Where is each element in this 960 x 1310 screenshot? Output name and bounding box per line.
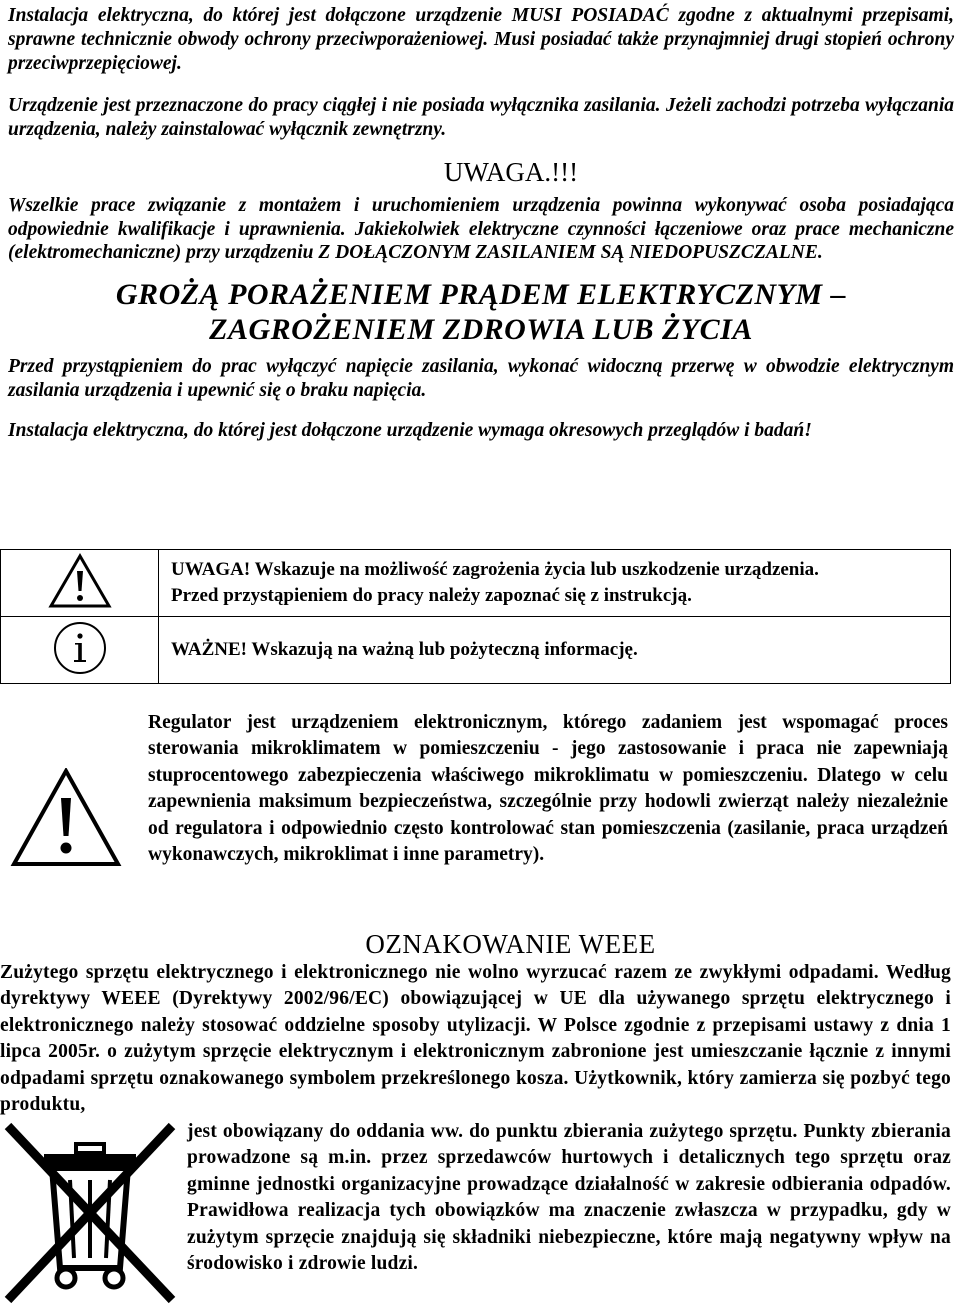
legend-warning-line-1: UWAGA! Wskazuje na możliwość zagrożenia życia lub uszkodzenie urządzenia. <box>171 559 819 580</box>
symbol-legend-table <box>0 549 951 684</box>
disconnect-paragraph: Przed przystąpieniem do prac wyłączyć napięcie zasilania, wykonać widoczną przerwę w obwodzie elektrycznym zasilania urządzenia i upewnić się o braku napięcia. <box>8 355 954 401</box>
warning-triangle-icon <box>10 768 122 868</box>
weee-paragraph-top: Zużytego sprzętu elektrycznego i elektronicznego nie wolno wyrzucać razem ze zwykłymi odpadami. Według dyrektywy WEEE (Dyrektywy 2002/96/EC) obowiązującej w UE dla używanego sprzętu elektrycznego i elektronicznego należy stosować oddzielne sposoby utylizacji. W Polsce zgodnie z przepisami ustawy z dnia 1 lipca 2005r. o zużytym sprzęcie elektrycznym i elektronicznym zabronione jest umieszczanie łącznie z innymi odpadami sprzętu oznakowanego symbolem przekreślonego kosza. Użytkownik, który zamierza się pozbyć tego produktu, <box>0 962 951 1116</box>
legend-warning-cell <box>1 550 159 617</box>
intro-paragraph-2: Urządzenie jest przeznaczone do pracy ciągłej i nie posiada wyłącznika zasilania. Jeżeli zachodzi potrzeba wyłączania urządzenia, należy zainstalować wyłącznik zewnętrzny. <box>8 95 954 140</box>
danger-heading-line-1: GROŻĄ PORAŻENIEM PRĄDEM ELEKTRYCZNYM – <box>115 277 847 311</box>
crossed-out-bin-icon <box>0 1118 180 1308</box>
legend-row-warning <box>1 550 951 617</box>
info-circle-icon <box>52 620 108 676</box>
uwaga-heading: UWAGA.!!! <box>443 157 579 187</box>
regulator-warning-block <box>0 710 951 900</box>
regulator-warning-text: Regulator jest urządzeniem elektronicznym, którego zadaniem jest wspomagać proces sterowania mikroklimatem w pomieszczeniu - jego zastosowanie i praca nie zapewniają stuprocentowego zabezpieczenia właściwego mikroklimatu w pomieszczeniu. Dlatego w celu zapewnienia maksimum bezpieczeństwa, szczególnie przy hodowli zwierząt należy niezależnie od regulatora i odpowiednio często kontrolować stan pomieszczenia (zasilanie, praca urządzeń wykonawczych, mikroklimat i inne parametry). <box>148 712 948 866</box>
weee-paragraph-bottom: jest obowiązany do oddania ww. do punktu zbierania zużytego sprzętu. Punkty zbierania prowadzone są m.in. przez sprzedawców hurtowych i detalicznych tego sprzętu oraz gminne jednostki organizacyjne prowadzące działalność w zakresie odbierania odpadów. Prawidłowa realizacja tych obowiązków ma znaczenie zwłaszcza w przypadku, gdy w zużytym sprzęcie znajdują się składniki niebezpieczne, które mają negatywny wpływ na środowisko i zdrowie ludzi. <box>187 1121 951 1275</box>
danger-heading-line-2: ZAGROŻENIEM ZDROWIA LUB ŻYCIA <box>209 312 753 346</box>
legend-warning-line-2: Przed przystąpieniem do pracy należy zapoznać się z instrukcją. <box>171 585 692 606</box>
warning-triangle-icon <box>48 553 112 609</box>
legend-info-text: WAŻNE! Wskazują na ważną lub pożyteczną informację. <box>159 617 951 684</box>
weee-heading: OZNAKOWANIE WEEE <box>365 929 656 959</box>
document-page <box>8 0 954 443</box>
qualification-paragraph: Wszelkie prace związanie z montażem i uruchomieniem urządzenia powinna wykonywać osoba posiadająca odpowiednie kwalifikacje i uprawnienia. Jakiekolwiek elektryczne czynności łączeniowe oraz prace mechaniczne (elektromechaniczne) przy urządzeniu Z DOŁĄCZONYM ZASILANIEM SĄ NIEDOPUSZCZALNE. <box>8 195 954 263</box>
legend-warning-text <box>159 550 951 617</box>
inspection-paragraph: Instalacja elektryczna, do której jest dołączone urządzenie wymaga okresowych przeglądów i badań! <box>8 419 812 441</box>
legend-info-cell <box>1 617 159 684</box>
legend-row-info <box>1 617 951 684</box>
danger-heading <box>8 277 954 347</box>
intro-paragraph-1: Instalacja elektryczna, do której jest dołączone urządzenie MUSI POSIADAĆ zgodne z aktualnymi przepisami, sprawne technicznie obwody ochrony przeciwporażeniowej. Musi posiadać także przynajmniej drugi stopień ochrony przeciwprzepięciowej. <box>8 5 954 74</box>
